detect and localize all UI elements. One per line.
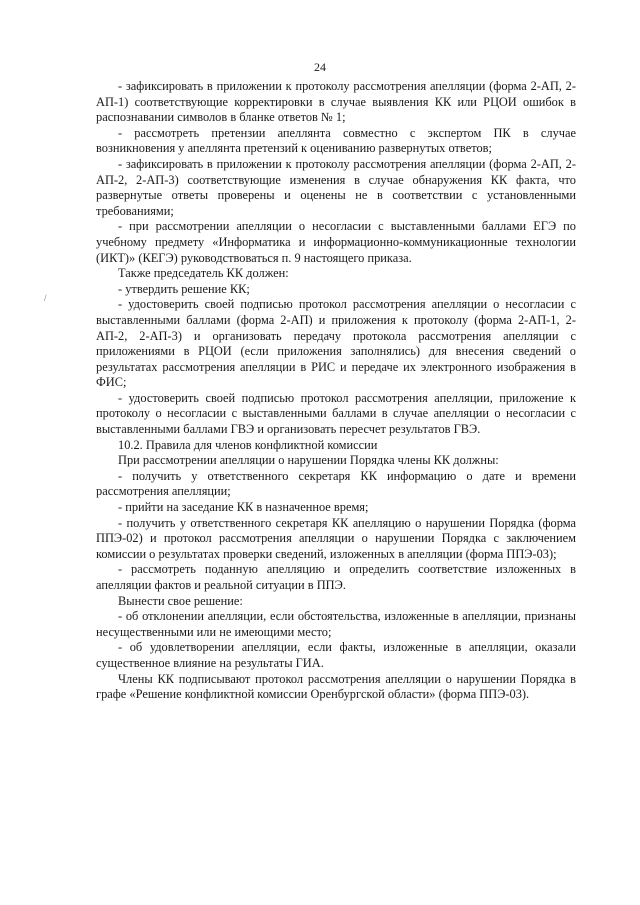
paragraph: При рассмотрении апелляции о нарушении Порядка члены КК должны: [118, 453, 499, 468]
paragraph: Также председатель КК должен: [118, 266, 289, 281]
section-heading: 10.2. Правила для членов конфликтной комиссии [118, 437, 378, 452]
paragraph: - об отклонении апелляции, если обстоятельства, изложенные в апелляции, признаны несущественными или не имеющими место; [96, 609, 576, 639]
paragraph: - получить у ответственного секретаря КК информацию о дате и времени рассмотрения апелляции; [96, 468, 576, 499]
paragraph: - получить у ответственного секретаря КК апелляцию о нарушении Порядка (форма ППЭ-02) и протокол рассмотрения апелляции о нарушении Порядка с заключением комиссии о результатах проверки сведений, изложенных в апелляции (форма ППЭ-03); [96, 515, 576, 561]
document-body [96, 79, 576, 703]
margin-mark: / [44, 293, 47, 303]
paragraph: - при рассмотрении апелляции о несогласии с выставленными баллами ЕГЭ по учебному предмету «Информатика и информационно-коммуникационные технологии (ИКТ)» (КЕГЭ) руководствоваться п. 9 настоящего приказа. [96, 219, 576, 265]
paragraph: - прийти на заседание КК в назначенное время; [118, 500, 369, 515]
paragraph: - рассмотреть претензии апеллянта совместно с экспертом ПК в случае возникновения у апеллянта претензий к оцениванию развернутых ответов; [96, 125, 576, 156]
paragraph: - удостоверить своей подписью протокол рассмотрения апелляции о несогласии с выставленными баллами (форма 2-АП) и приложения к протоколу (форма 2-АП-1, 2-АП-2, 2-АП-3) и организовать передачу протокола рассмотрения апелляции с приложениями в РЦОИ (если приложения заполнялись) для внесения сведений о результатах рассмотрения апелляции в РИС и передаче их электронного изображения в ФИС; [96, 297, 576, 390]
paragraph: - рассмотреть поданную апелляцию и определить соответствие изложенных в апелляции фактов и реальной ситуации в ППЭ. [96, 562, 576, 592]
paragraph: - об удовлетворении апелляции, если факты, изложенные в апелляции, оказали существенное влияние на результаты ГИА. [96, 640, 576, 670]
paragraph: - зафиксировать в приложении к протоколу рассмотрения апелляции (форма 2-АП, 2-АП-2, 2-АП-3) соответствующие изменения в случае обнаружения КК факта, что развернутые ответы проверены и оценены не в соответствии с установленными требованиями; [96, 156, 576, 218]
paragraph: Вынести свое решение: [118, 593, 243, 608]
paragraph: - зафиксировать в приложении к протоколу рассмотрения апелляции (форма 2-АП, 2-АП-1) соответствующие корректировки в случае выявления КК или РЦОИ ошибок в распознавании символов в бланке ответов № 1; [96, 79, 576, 125]
paragraph: Члены КК подписывают протокол рассмотрения апелляции о нарушении Порядка в графе «Решение конфликтной комиссии Оренбургской области» (форма ППЭ-03). [96, 671, 576, 702]
page-number: 24 [314, 60, 326, 74]
paragraph: - утвердить решение КК; [118, 281, 250, 296]
paragraph: - удостоверить своей подписью протокол рассмотрения апелляции, приложение к протоколу о несогласии с выставленными баллами в случае апелляции о несогласии с выставленными баллами ГВЭ и организовать пересчет результатов ГВЭ. [96, 390, 576, 437]
